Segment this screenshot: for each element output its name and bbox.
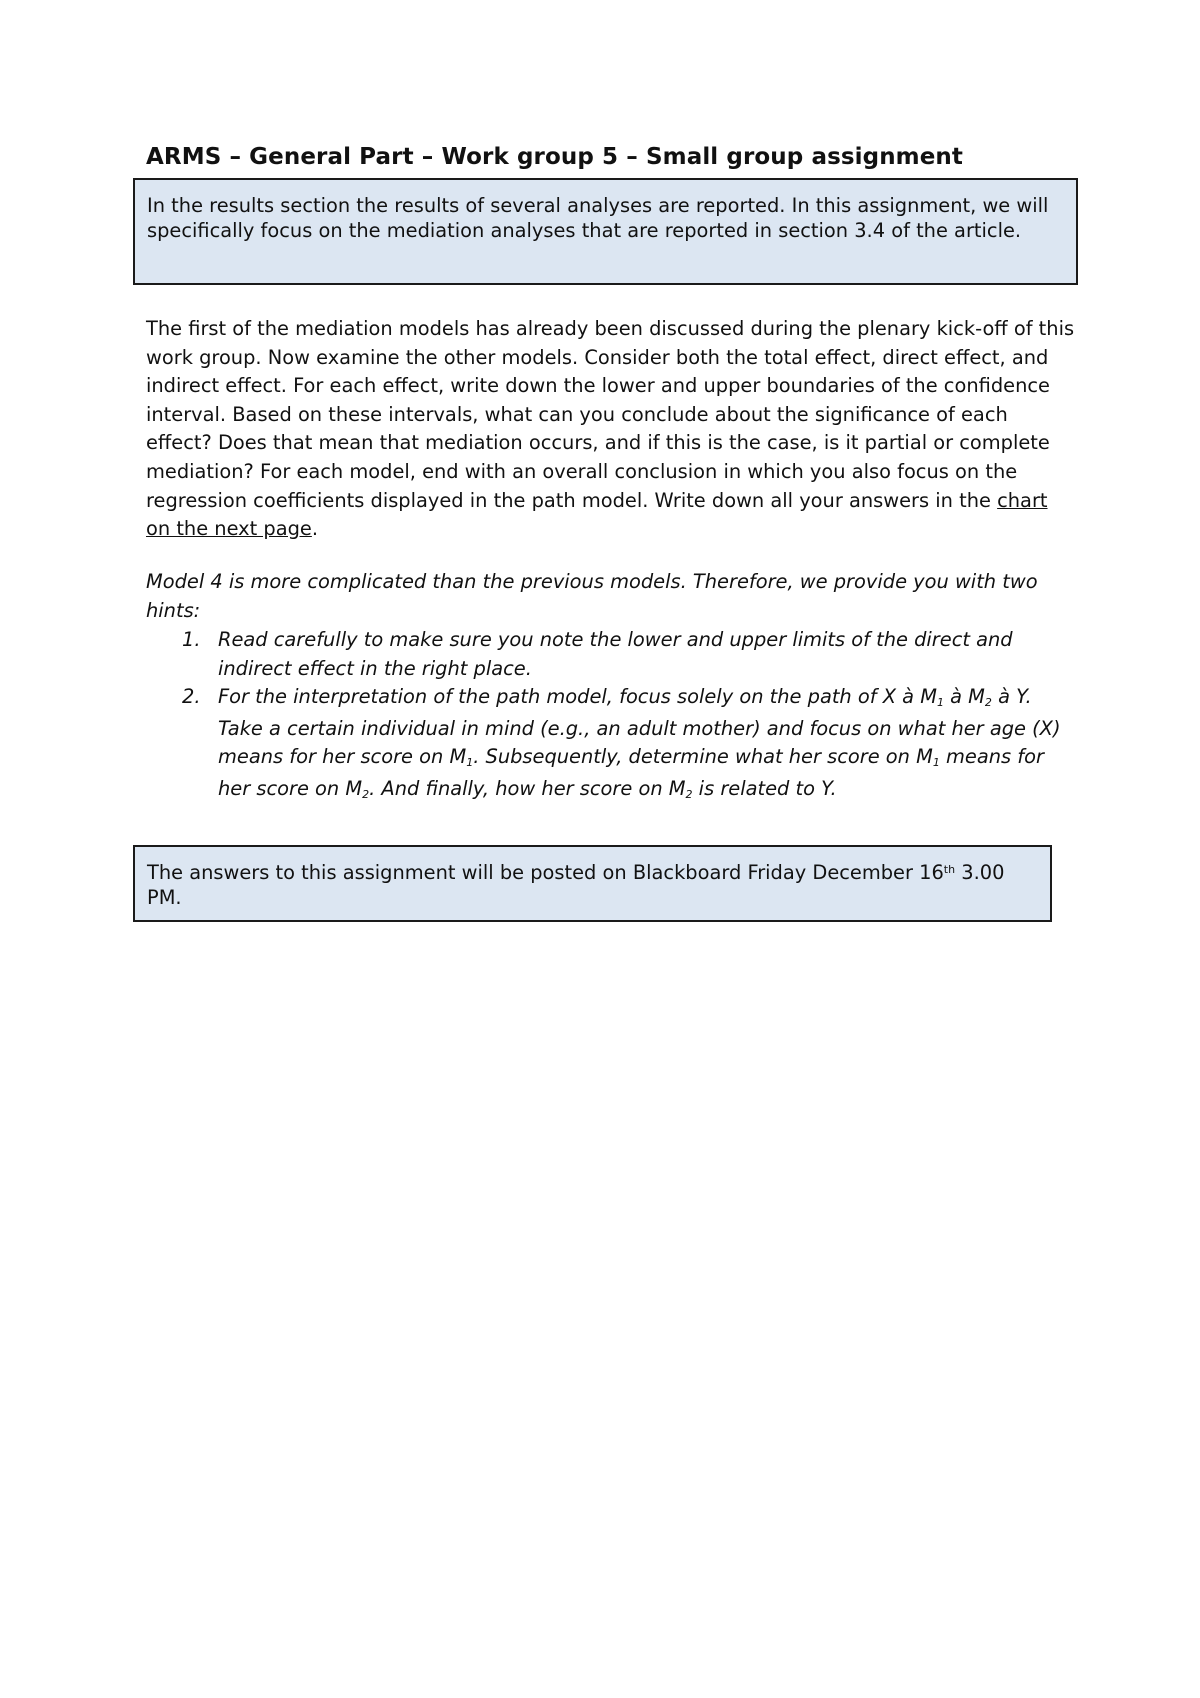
- hint-item: [146, 683, 1076, 806]
- answers-text-end: 3.00 PM.: [147, 861, 1005, 909]
- superscript: th: [943, 863, 956, 876]
- subscript: 1: [932, 756, 940, 770]
- hint-text-part: is related to Y.: [692, 776, 837, 800]
- hint-text: Read carefully to make sure you note the lower and upper limits of the direct and indirect effect in the right place.: [218, 628, 1013, 680]
- hint-text-part: à Y. Take a certain individual in mind (e.g., an adult mother) and focus on what her age (X) means for her score on M: [218, 685, 1061, 769]
- hints-list: [146, 626, 1076, 807]
- hint-text-part: . And finally, how her score on M: [369, 776, 686, 800]
- hint-text-part: For the interpretation of the path model, focus solely on the path of X à M: [218, 685, 937, 709]
- intro-box-text: In the results section the results of several analyses are reported. In this assignment, we will specifically focus on the mediation analyses that are reported in section 3.4 of the article.: [147, 194, 1049, 242]
- model4-intro: Model 4 is more complicated than the previous models. Therefore, we provide you with two hints:: [146, 570, 1038, 622]
- subscript: 1: [466, 756, 474, 770]
- hint-number: 1.: [182, 628, 201, 651]
- instructions-text: The first of the mediation models has already been discussed during the plenary kick-off of this work group. Now examine the other models. Consider both the total effect, direct effect, and indirect effect. For each effect, write down the lower and upper boundaries of the confidence interval. Based on these intervals, what can you conclude about the significance of each effect? Does that mean that mediation occurs, and if this is the case, is it partial or complete mediation? For each model, end with an overall conclusion in which you also focus on the regression coefficients displayed in the path model. Write down all your answers in the: [146, 317, 1075, 512]
- hint-item: [146, 626, 1076, 683]
- instructions-paragraph: [146, 315, 1076, 544]
- page-title: ARMS – General Part – Work group 5 – Small group assignment: [146, 144, 963, 170]
- hint-text-part: means for her score on M: [218, 745, 1044, 800]
- hint-text-part: . Subsequently, determine what her score on M: [473, 745, 933, 769]
- hint-text: [218, 685, 1061, 800]
- hint-text-part: à M: [943, 685, 985, 709]
- answers-box: [133, 845, 1052, 922]
- intro-box: [133, 178, 1078, 285]
- answers-text: The answers to this assignment will be posted on Blackboard Friday December 16: [147, 861, 944, 884]
- instructions-end: .: [311, 517, 319, 541]
- subscript: 2: [362, 787, 370, 801]
- subscript: 2: [984, 696, 992, 710]
- hint-number: 2.: [182, 685, 201, 709]
- chart-next-page-link[interactable]: chart on the next page: [146, 488, 1048, 541]
- subscript: 2: [685, 787, 693, 801]
- subscript: 1: [936, 696, 944, 710]
- answers-box-text: [147, 860, 1040, 910]
